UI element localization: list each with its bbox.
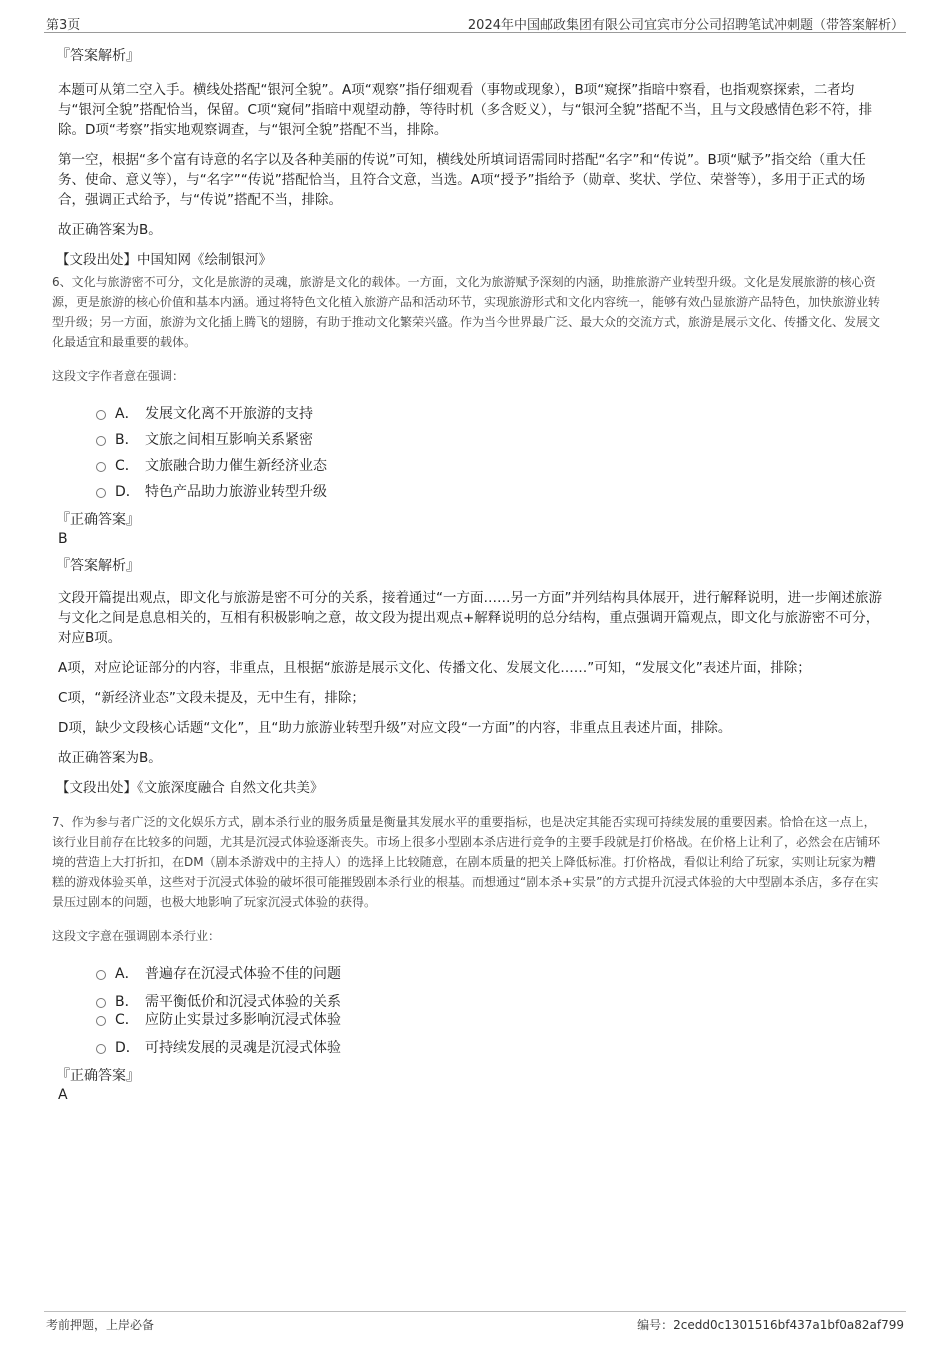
option-letter: B． xyxy=(115,994,139,1010)
document-id: 编号：2cedd0c1301516bf437a1bf0a82af799 xyxy=(637,1318,904,1332)
correct-answer-label: 『正确答案』 xyxy=(56,1068,140,1084)
analysis-paragraph: C项，“新经济业态”文段未提及，无中生有，排除； xyxy=(58,690,365,706)
analysis-label: 『答案解析』 xyxy=(56,558,140,574)
analysis-paragraph: D项，缺少文段核心话题“文化”，且“助力旅游业转型升级”对应文段“一方面”的内容，非重点且表述片面，排除。 xyxy=(58,720,732,736)
analysis-paragraph: 故正确答案为B。 xyxy=(58,222,162,238)
radio-icon[interactable] xyxy=(96,970,106,980)
analysis-paragraph: 文段开篇提出观点，即文化与旅游是密不可分的关系，接着通过“一方面……另一方面”并列结构具体展开，进行解释说明，进一步阐述旅游与文化之间是息息相关的，互相有积极影响之意，故文段为提出观点+解释说明的总分结构，重点强调开篇观点，即文化与旅游密不可分，对应B项。 xyxy=(58,590,882,646)
option-letter: D． xyxy=(115,484,140,500)
option-text: 文旅之间相互影响关系紧密 xyxy=(145,432,313,448)
document-title: 2024年中国邮政集团有限公司宜宾市分公司招聘笔试冲刺题（带答案解析） xyxy=(467,18,904,33)
document-body xyxy=(52,46,886,1112)
question-text: 6、文化与旅游密不可分，文化是旅游的灵魂，旅游是文化的载体。一方面，文化为旅游赋予深刻的内涵，助推旅游产业转型升级。文化是发展旅游的核心资源，更是旅游的核心价值和基本内涵。通过将特色文化植入旅游产品和活动环节，实现旅游形式和文化内容统一，能够有效凸显旅游产品特色，加快旅游业转型升级；另一方面，旅游为文化插上腾飞的翅膀，有助于推动文化繁荣兴盛。作为当今世界最广泛、最大众的交流方式，旅游是展示文化、传播文化、发展文化最适宜和最重要的载体。 xyxy=(52,275,881,349)
radio-icon[interactable] xyxy=(96,410,106,420)
page-number: 第3页 xyxy=(46,18,81,33)
page-footer xyxy=(44,1311,906,1334)
correct-answer: A xyxy=(58,1087,68,1103)
source-citation: 【文段出处】中国知网《绘制银河》 xyxy=(56,252,272,268)
radio-icon[interactable] xyxy=(96,998,106,1008)
option-d[interactable] xyxy=(96,1034,886,1060)
question-6 xyxy=(52,272,886,798)
option-a[interactable] xyxy=(96,400,886,426)
option-text: 发展文化离不开旅游的支持 xyxy=(145,406,313,422)
option-a[interactable] xyxy=(96,960,886,986)
option-letter: B． xyxy=(115,432,139,448)
option-letter: A． xyxy=(115,406,139,422)
radio-icon[interactable] xyxy=(96,436,106,446)
correct-answer-label: 『正确答案』 xyxy=(56,512,140,528)
analysis-label: 『答案解析』 xyxy=(56,48,140,64)
analysis-paragraph: 故正确答案为B。 xyxy=(58,750,162,766)
radio-icon[interactable] xyxy=(96,488,106,498)
option-b[interactable] xyxy=(96,992,886,1010)
option-b[interactable] xyxy=(96,426,886,452)
page-header xyxy=(44,12,906,33)
footer-slogan: 考前押题，上岸必备 xyxy=(46,1318,155,1332)
radio-icon[interactable] xyxy=(96,1044,106,1054)
radio-icon[interactable] xyxy=(96,1016,106,1026)
question-prompt: 这段文字意在强调剧本杀行业： xyxy=(52,929,221,943)
option-list xyxy=(96,960,886,1060)
analysis-paragraph: 第一空，根据“多个富有诗意的名字以及各种美丽的传说”可知，横线处所填词语需同时搭配“名字”和“传说”。B项“赋予”指交给（重大任务、使命、意义等），与“名字”“传说”搭配恰当，且符合文意，当选。A项“授予”指给予（勋章、奖状、学位、荣誉等），多用于正式的场合，强调正式给予，与“传说”搭配不当，排除。 xyxy=(58,152,866,208)
option-d[interactable] xyxy=(96,478,886,504)
option-text: 普遍存在沉浸式体验不佳的问题 xyxy=(145,966,341,982)
option-text: 需平衡低价和沉浸式体验的关系 xyxy=(145,994,341,1010)
question-prompt: 这段文字作者意在强调： xyxy=(52,369,185,383)
answer-block-5 xyxy=(56,46,886,270)
analysis-paragraph: A项，对应论证部分的内容，非重点，且根据“旅游是展示文化、传播文化、发展文化……”可知，“发展文化”表述片面，排除； xyxy=(58,660,811,676)
option-letter: D． xyxy=(115,1040,140,1056)
option-letter: A． xyxy=(115,966,139,982)
option-c[interactable] xyxy=(96,452,886,478)
option-text: 特色产品助力旅游业转型升级 xyxy=(145,484,327,500)
option-letter: C． xyxy=(115,458,139,474)
option-text: 文旅融合助力催生新经济业态 xyxy=(145,458,327,474)
analysis-paragraph: 本题可从第二空入手。横线处搭配“银河全貌”。A项“观察”指仔细观看（事物或现象），B项“窥探”指暗中察看，也指观察探索，二者均与“银河全貌”搭配恰当，保留。C项“窥伺”指暗中观望动静，等待时机（多含贬义），与“银河全貌”搭配不当，且与文段感情色彩不符，排除。D项“考察”指实地观察调查，与“银河全貌”搭配不当，排除。 xyxy=(58,82,873,138)
option-letter: C． xyxy=(115,1012,139,1028)
radio-icon[interactable] xyxy=(96,462,106,472)
source-citation: 【文段出处】《文旅深度融合 自然文化共美》 xyxy=(56,780,324,796)
option-text: 可持续发展的灵魂是沉浸式体验 xyxy=(145,1040,341,1056)
question-7 xyxy=(52,812,886,1104)
option-text: 应防止实景过多影响沉浸式体验 xyxy=(145,1012,341,1028)
option-c[interactable] xyxy=(96,1010,886,1028)
question-text: 7、作为参与者广泛的文化娱乐方式，剧本杀行业的服务质量是衡量其发展水平的重要指标，也是决定其能否实现可持续发展的重要因素。恰恰在这一点上，该行业目前存在比较多的问题，尤其是沉浸式体验逐渐丧失。市场上很多小型剧本杀店进行竞争的主要手段就是打价格战。在价格上让利了，必然会在店铺环境的营造上大打折扣，在DM（剧本杀游戏中的主持人）的选择上比较随意，在剧本质量的把关上降低标准。打价格战，看似让利给了玩家，实则让玩家为糟糕的游戏体验买单，这些对于沉浸式体验的破坏很可能摧毁剧本杀行业的根基。而想通过“剧本杀+实景”的方式提升沉浸式体验的大中型剧本杀店，多存在实景压过剧本的问题，也极大地影响了玩家沉浸式体验的获得。 xyxy=(52,815,881,909)
correct-answer: B xyxy=(58,531,68,547)
option-list xyxy=(96,400,886,504)
